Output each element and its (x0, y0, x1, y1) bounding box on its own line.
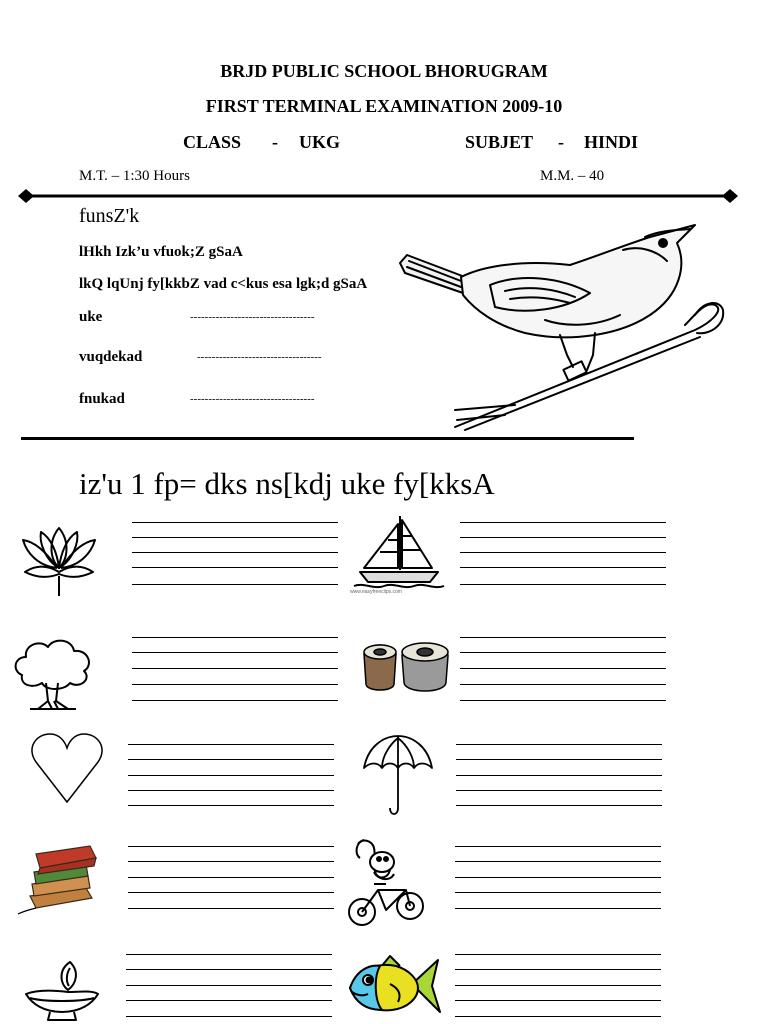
diya-icon (22, 956, 102, 1022)
clipart-credit: www.easyfreeclips.com (350, 589, 402, 595)
class-label: CLASS (183, 132, 242, 152)
answer-lines-tabla[interactable] (460, 637, 666, 707)
school-name: BRJD PUBLIC SCHOOL BHORUGRAM (220, 61, 548, 81)
date-field[interactable]: ---------------------------------- (190, 393, 315, 405)
max-time: M.T. – 1:30 Hours (79, 168, 190, 184)
fish-icon (346, 954, 442, 1020)
tabla-icon (360, 638, 452, 694)
answer-lines-bicycle[interactable] (455, 846, 661, 916)
name-label: uke (79, 309, 103, 325)
roll-number-field[interactable]: ---------------------------------- (197, 351, 322, 363)
subject-label: SUBJET (465, 132, 534, 152)
roll-number-label: vuqdekad (79, 349, 143, 365)
bicycle-icon (346, 836, 428, 930)
umbrella-icon (360, 730, 436, 818)
answer-lines-tree[interactable] (132, 637, 338, 707)
instructions-title: funsZ'k (79, 205, 140, 227)
subject-value: HINDI (584, 132, 639, 152)
subject-separator: - (558, 132, 564, 152)
instruction-line-1: lHkh Izk’u vfuok;Z gSaA (79, 244, 243, 260)
class-value: UKG (299, 132, 341, 152)
answer-lines-fish[interactable] (455, 954, 661, 1024)
books-icon (16, 840, 100, 916)
date-label: fnukad (79, 391, 125, 407)
section-divider (21, 437, 634, 440)
answer-lines-umbrella[interactable] (456, 744, 662, 814)
name-field[interactable]: ---------------------------------- (190, 311, 315, 323)
exam-title: FIRST TERMINAL EXAMINATION 2009-10 (205, 96, 563, 116)
class-separator: - (272, 132, 278, 152)
answer-lines-diya[interactable] (126, 954, 332, 1024)
sailboat-icon (350, 512, 450, 592)
answer-lines-books[interactable] (128, 846, 334, 916)
answer-lines-boat[interactable] (460, 522, 666, 592)
heart-icon (30, 732, 104, 804)
answer-lines-lotus[interactable] (132, 522, 338, 592)
lotus-icon (17, 520, 101, 600)
max-marks: M.M. – 40 (540, 168, 605, 184)
instruction-line-2: lkQ lqUnj fy[kkbZ vad c<kus esa lgk;d gSaA (79, 276, 368, 292)
header-divider (18, 186, 738, 206)
bird-icon (395, 215, 735, 435)
tree-icon (10, 635, 95, 713)
question-1: iz'u 1 fp= dks ns[kdj uke fy[kksA (79, 466, 495, 501)
answer-lines-heart[interactable] (128, 744, 334, 814)
